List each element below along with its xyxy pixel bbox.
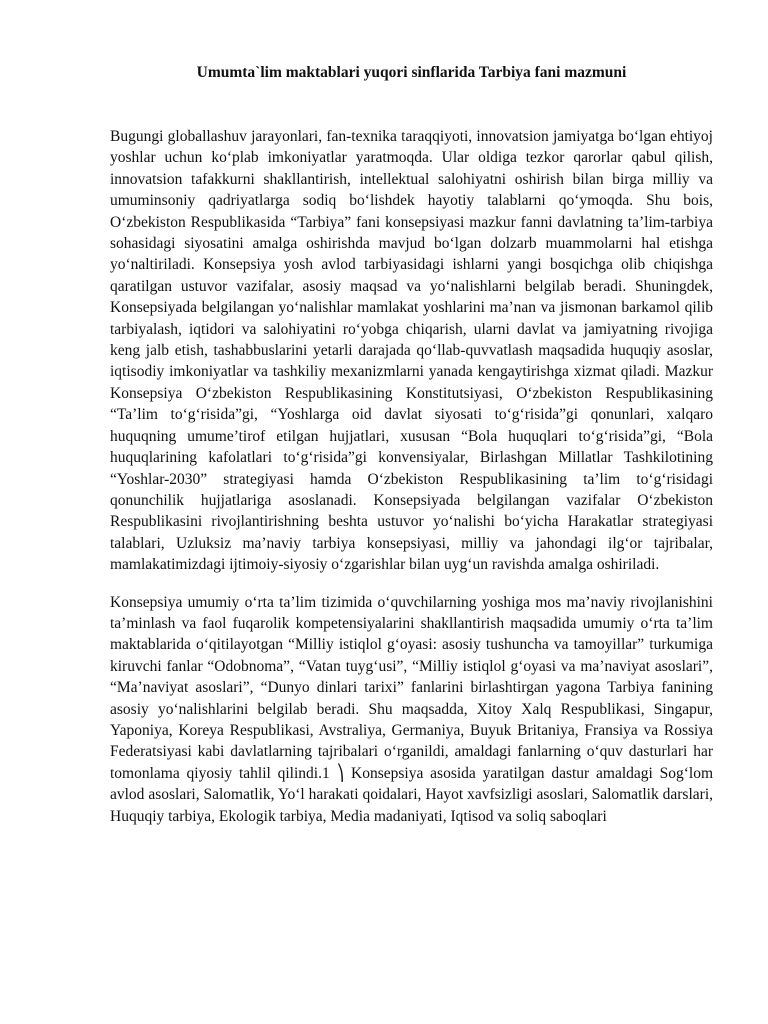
document-body [110,126,713,843]
paragraph-1: Bugungi globallashuv jarayonlari, fan-texnika taraqqiyoti, innovatsion jamiyatga bo‘lgan ehtiyoj yoshlar uchun ko‘plab imkoniyatlar yaratmoqda. Ular oldiga tezkor qarorlar qabul qilish, innovatsion tafakkurni shakllantirish, intellektual salohiyatni oshirish bilan birga milliy va umuminsoniy qadriyatlarga sodiq bo‘lishdek hayotiy talablarni qo‘ymoqda. Shu bois, O‘zbekiston Respublikasida “Tarbiya” fani konsepsiyasi mazkur fanni davlatning ta’lim-tarbiya sohasidagi siyosatini amalga oshirishda mavjud bo‘lgan dolzarb muammolarni hal etishga yo‘naltiriladi. Konsepsiya yosh avlod tarbiyasidagi ishlarni yangi bosqichga olib chiqishga qaratilgan ustuvor vazifalar, asosiy maqsad va yo‘nalishlarni belgilab beradi. Shuningdek, Konsepsiyada belgilangan yo‘nalishlar mamlakat yoshlarini ma’nan va jismonan barkamol qilib tarbiyalash, iqtidori va salohiyatini ro‘yobga chiqarish, ularni davlat va jamiyatning rivojiga keng jalb etish, tashabbuslarini yetarli darajada qo‘llab-quvvatlash maqsadida huquqiy asoslar, iqtisodiy imkoniyatlar va tashkiliy mexanizmlarni yanada kengaytirishga xizmat qiladi. Mazkur Konsepsiya O‘zbekiston Respublikasining Konstitutsiyasi, O‘zbekiston Respublikasining “Ta’lim to‘g‘risida”gi, “Yoshlarga oid davlat siyosati to‘g‘risida”gi qonunlari, xalqaro huquqning umume’tirof etilgan hujjatlari, xususan “Bola huquqlari to‘g‘risida”gi, “Bola huquqlarining kafolatlari to‘g‘risida”gi konvensiyalar, Birlashgan Millatlar Tashkilotining “Yoshlar-2030” strategiyasi hamda O‘zbekiston Respublikasining ta’lim to‘g‘risidagi qonunchilik hujjatlariga asoslanadi. Konsepsiyada belgilangan vazifalar O‘zbekiston Respublikasini rivojlantirishning beshta ustuvor yo‘nalishi bo‘yicha Harakatlar strategiyasi talablari, Uzluksiz ma’naviy tarbiya konsepsiyasi, milliy va jahondagi ilg‘or tajribalar, mamlakatimizdagi ijtimoiy-siyosiy o‘zgarishlar bilan uyg‘un ravishda amalga oshiriladi. [110,128,713,574]
document-title: Umumta`lim maktablari yuqori sinflarida Tarbiya fani mazmuni [196,64,627,81]
paragraph-2: Konsepsiya umumiy o‘rta ta’lim tizimida o‘quvchilarning yoshiga mos ma’naviy rivojlanishini ta’minlash va faol fuqarolik kompetensiyalarini shakllantirish maqsadida umumiy o‘rta ta’lim maktablarida o‘qitilayotgan “Milliy istiqlol g‘oyasi: asosiy tushuncha va tamoyillar” turkumiga kiruvchi fanlar “Odobnoma”, “Vatan tuyg‘usi”, “Milliy istiqlol g‘oyasi va ma’naviyat asoslari”, “Ma’naviyat asoslari”, “Dunyo dinlari tarixi” fanlarini birlashtirgan yagona Tarbiya fanining asosiy yo‘nalishlarini belgilab beradi. Shu maqsadda, Xitoy Xalq Respublikasi, Singapur, Yaponiya, Koreya Respublikasi, Avstraliya, Germaniya, Buyuk Britaniya, Fransiya va Rossiya Federatsiyasi kabi davlatlarning tajribalari o‘rganildi, amaldagi fanlarning o‘quv dasturlari har tomonlama qiyosiy tahlil qilindi.1 ⎞ Konsepsiya asosida yaratilgan dastur amaldagi Sog‘lom avlod asoslari, Salomatlik, Yo‘l harakati qoidalari, Hayot xavfsizligi asoslari, Salomatlik darslari, Huquqiy tarbiya, Ekologik tarbiya, Media madaniyati, Iqtisod va soliq saboqlari [110,593,713,825]
